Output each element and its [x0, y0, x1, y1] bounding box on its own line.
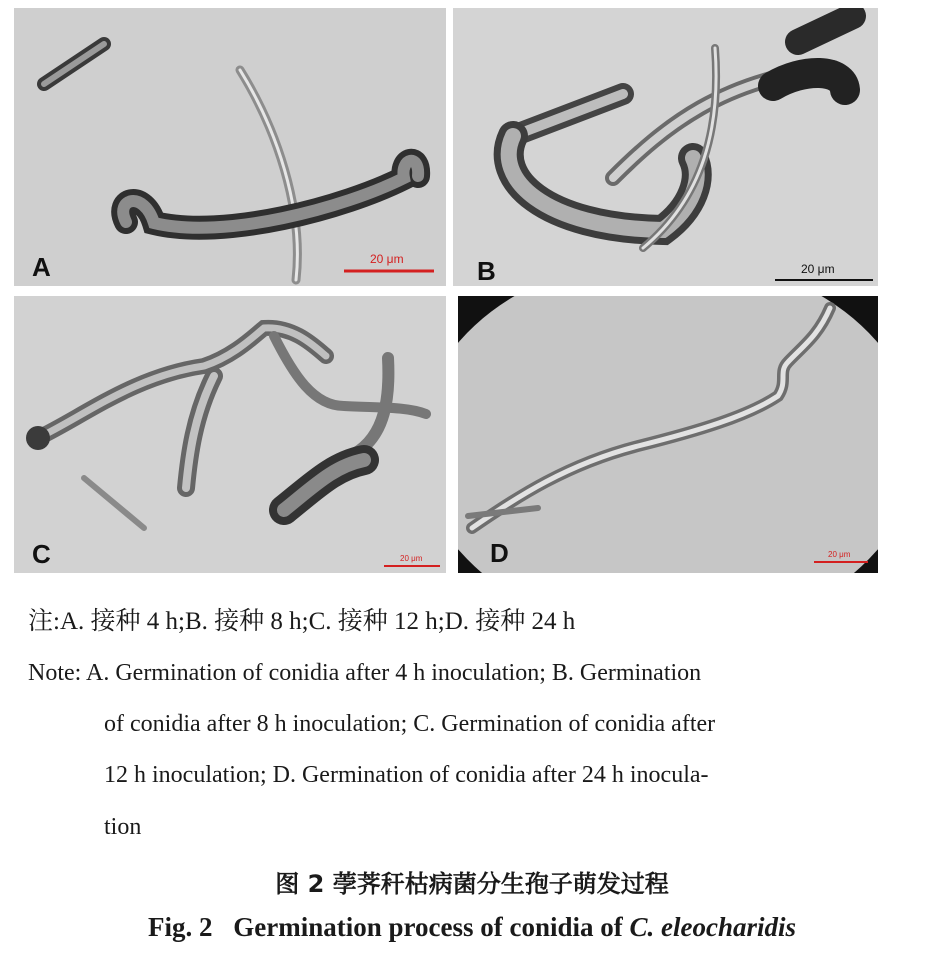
note-english-line-2: of conidia after 8 h inoculation; C. Germination of conidia after: [104, 711, 716, 737]
micrograph-panel-c: [14, 296, 446, 573]
figure-title-main: Germination process of conidia of: [233, 912, 623, 942]
panel-label-b: B: [477, 256, 496, 286]
scale-bar-label-c: 20 μm: [400, 554, 423, 563]
scale-bar-label-a: 20 μm: [370, 252, 404, 266]
scale-bar-label-b: 20 μm: [801, 262, 835, 276]
note-english-line-4: tion: [104, 814, 142, 840]
panel-label-a: A: [32, 252, 51, 282]
scale-bar-label-d: 20 μm: [828, 550, 851, 559]
panel-label-c: C: [32, 539, 51, 569]
micrograph-panel-d: [458, 296, 878, 573]
note-english-line-1: Note: A. Germination of conidia after 4 h inoculation; B. Germination: [28, 660, 702, 686]
panel-label-d: D: [490, 538, 509, 568]
note-english-line-3: 12 h inoculation; D. Germination of conidia after 24 h inocula-: [104, 762, 709, 788]
figure-title-species: eleocharidis: [661, 912, 796, 942]
figure-title-chinese: 图 2 荸荠秆枯病菌分生孢子萌发过程: [275, 870, 669, 898]
micrograph-panel-a: [14, 8, 446, 286]
figure-title-genus: C.: [629, 912, 655, 942]
note-chinese: 注:A. 接种 4 h;B. 接种 8 h;C. 接种 12 h;D. 接种 24 h: [28, 608, 576, 635]
figure-title-english: [0, 912, 944, 943]
micrograph-panel-b: [453, 8, 878, 286]
figure-number: Fig. 2: [148, 912, 213, 942]
